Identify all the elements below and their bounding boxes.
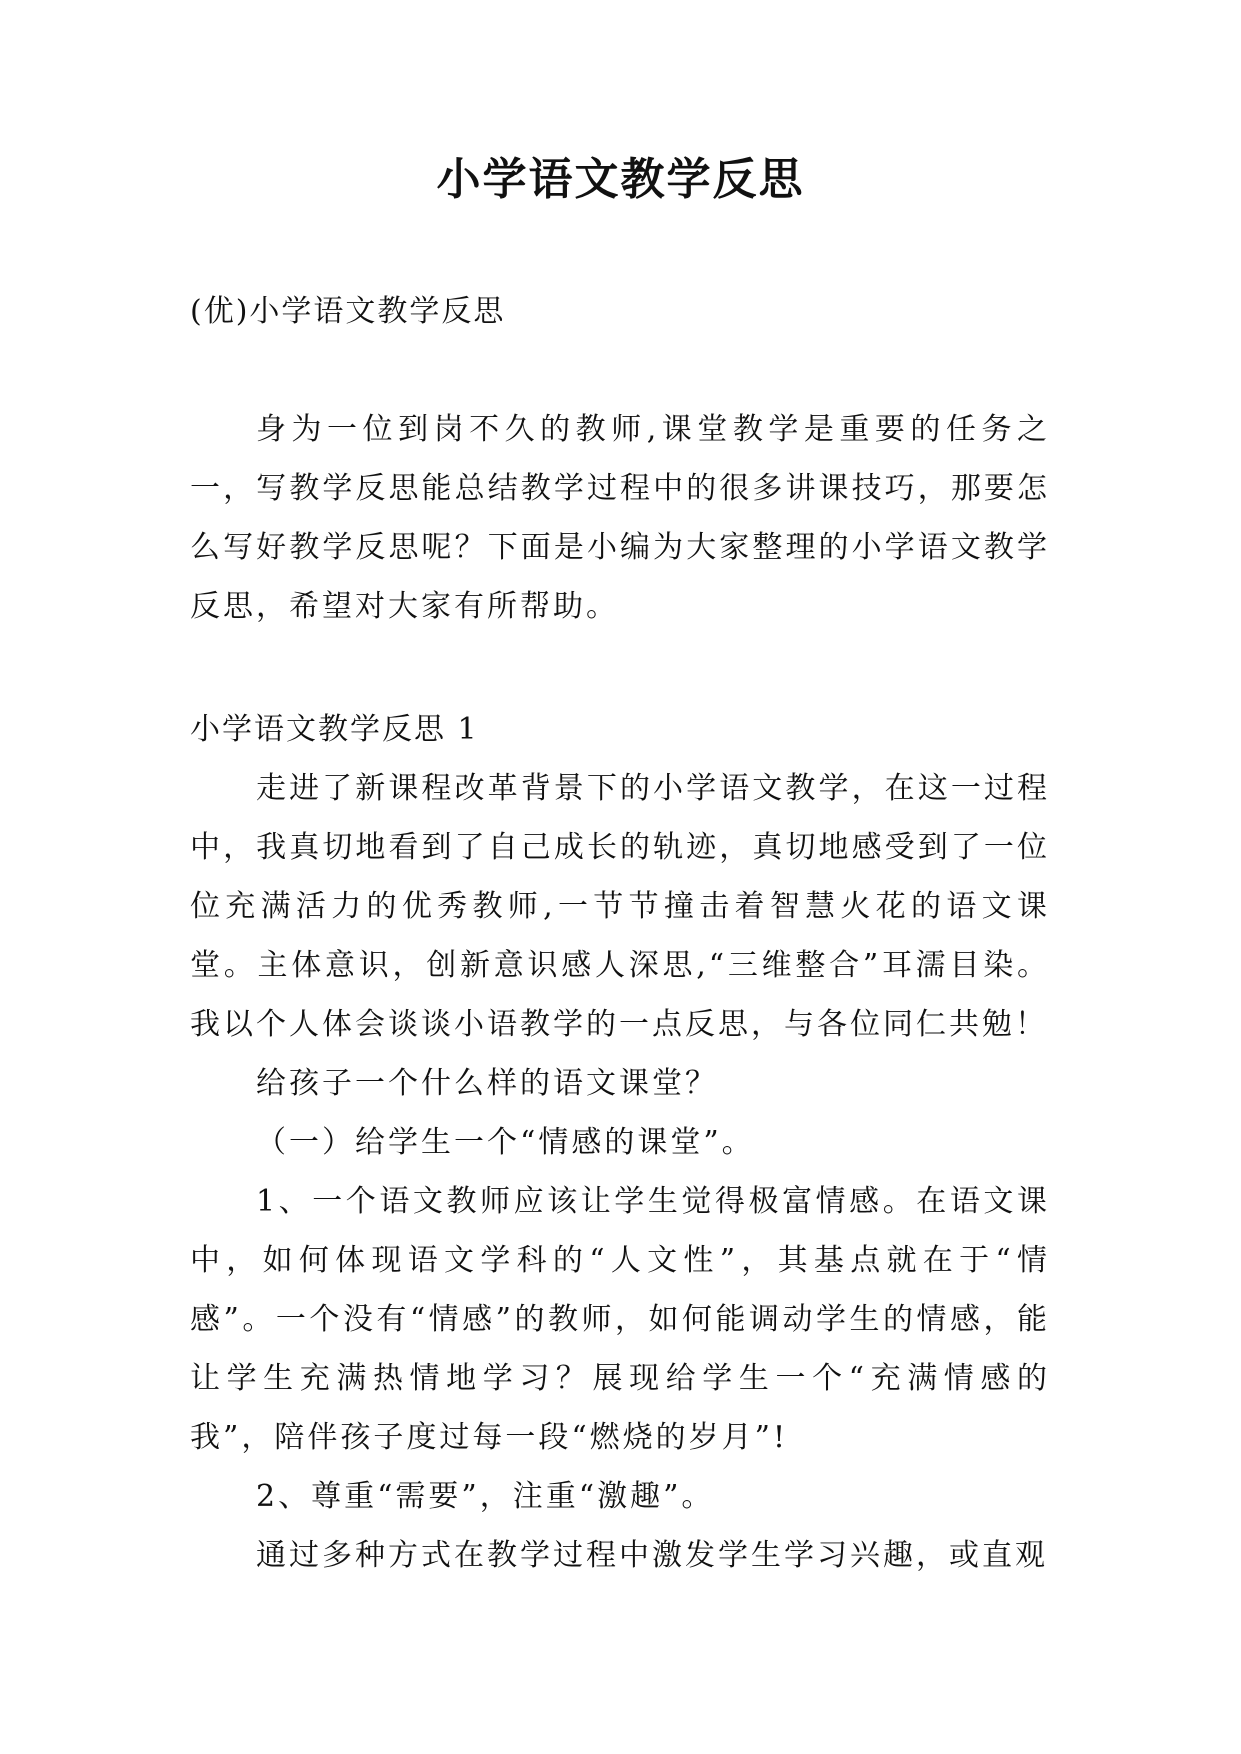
body-paragraph: 给孩子一个什么样的语文课堂？ (256, 1066, 718, 1101)
body-paragraph: 2、尊重“需要”，注重“激趣”。 (256, 1479, 715, 1514)
body-paragraph: 通过多种方式在教学过程中激发学生学习兴趣，或直观 (256, 1538, 1048, 1573)
section-body (190, 759, 1050, 1585)
body-paragraph: 1、一个语文教师应该让学生觉得极富情感。在语文课中，如何体现语文学科的“人文性”，其基点就在于“情感”。一个没有“情感”的教师，如何能调动学生的情感，能让学生充满热情地学习？展现给学生一个“充满情感的我”，陪伴孩子度过每一段“燃烧的岁月”! (190, 1184, 1050, 1455)
body-paragraph: （一）给学生一个“情感的课堂”。 (256, 1125, 755, 1160)
body-paragraph: 走进了新课程改革背景下的小学语文教学，在这一过程中，我真切地看到了自己成长的轨迹，真切地感受到了一位位充满活力的优秀教师,一节节撞击着智慧火花的语文课堂。主体意识，创新意识感人深思,“三维整合”耳濡目染。我以个人体会谈谈小语教学的一点反思，与各位同仁共勉！ (190, 771, 1050, 1042)
document-title: 小学语文教学反思 (436, 154, 805, 205)
section-heading: 小学语文教学反思 1 (190, 712, 479, 747)
document-subtitle: (优)小学语文教学反思 (190, 294, 506, 329)
intro-paragraph: 身为一位到岗不久的教师,课堂教学是重要的任务之一，写教学反思能总结教学过程中的很多讲课技巧，那要怎么写好教学反思呢？下面是小编为大家整理的小学语文教学反思，希望对大家有所帮助。 (190, 412, 1050, 624)
